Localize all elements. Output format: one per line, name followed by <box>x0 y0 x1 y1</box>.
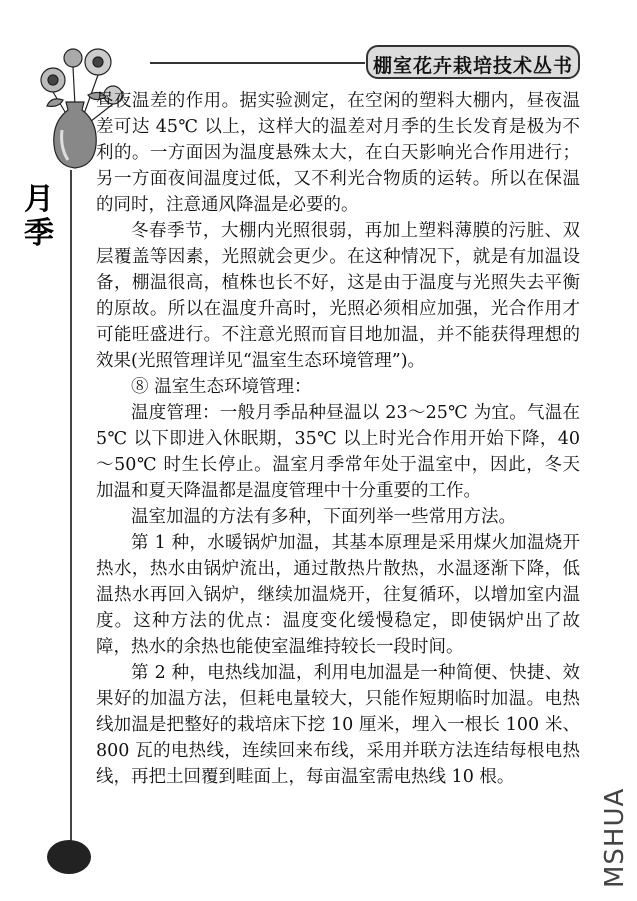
section-heading: ⑧ 温室生态环境管理： <box>131 377 312 397</box>
watermark-text: MSHUA <box>600 787 630 888</box>
series-title: 棚室花卉栽培技术丛书 <box>372 55 573 77</box>
chapter-label: 月季 <box>24 182 54 251</box>
body-text <box>96 88 580 790</box>
watermark <box>600 780 630 890</box>
margin-rule <box>70 170 72 850</box>
paragraph: 温度管理：一般月季品种昼温以 23～25℃ 为宜。气温在 5℃ 以下即进入休眠期，35℃ 以上时光合作用开始下降，40～50℃ 时生长停止。温室月季常年处于温室中，因此，冬天加温和夏天降温都是温度管理中十分重要的工作。 <box>96 403 580 501</box>
paragraph: 冬春季节，大棚内光照很弱，再加上塑料薄膜的污脏、双层覆盖等因素，光照就会更少。在这种情况下，就是有加温设备，棚温很高，植株也长不好，这是由于温度与光照失去平衡的原故。所以在温度升高时，光照必须相应加强，光合作用才可能旺盛进行。不注意光照而盲目地加温，并不能获得理想的效果(光照管理详见“温室生态环境管理”)。 <box>96 221 580 371</box>
paragraph: 温室加温的方法有多种，下面列举一些常用方法。 <box>131 507 516 527</box>
paragraph: 昼夜温差的作用。据实验测定，在空闲的塑料大棚内，昼夜温差可达 45℃ 以上，这样大的温差对月季的生长发育是极为不利的。一方面因为温度悬殊太大，在白天影响光合作用进行；另一方面夜间温度过低，又不利光合物质的运转。所以在保温的同时，注意通风降温是必要的。 <box>96 91 580 215</box>
header-rule <box>150 62 365 64</box>
page-number-badge <box>47 840 91 874</box>
vase-icon <box>50 100 100 170</box>
paragraph: 第 2 种，电热线加温，利用电加温是一种简便、快捷、效果好的加温方法，但耗电量较大，只能作短期临时加温。电热线加温是把整好的栽培床下挖 10 厘米，埋入一根长 100 米、800 瓦的电热线，连续回来布线，采用并联方法连结每根电热线，再把土回覆到畦面上，每亩温室需电热线 10 根。 <box>96 663 580 787</box>
series-banner <box>366 45 580 79</box>
paragraph: 第 1 种，水暖锅炉加温，其基本原理是采用煤火加温烧开热水，热水由锅炉流出，通过散热片散热，水温逐渐下降，低温热水再回入锅炉，继续加温烧开，往复循环，以增加室内温度。这种方法的优点：温度变化缓慢稳定，即使锅炉出了故障，热水的余热也能使室温维持较长一段时间。 <box>96 533 580 657</box>
